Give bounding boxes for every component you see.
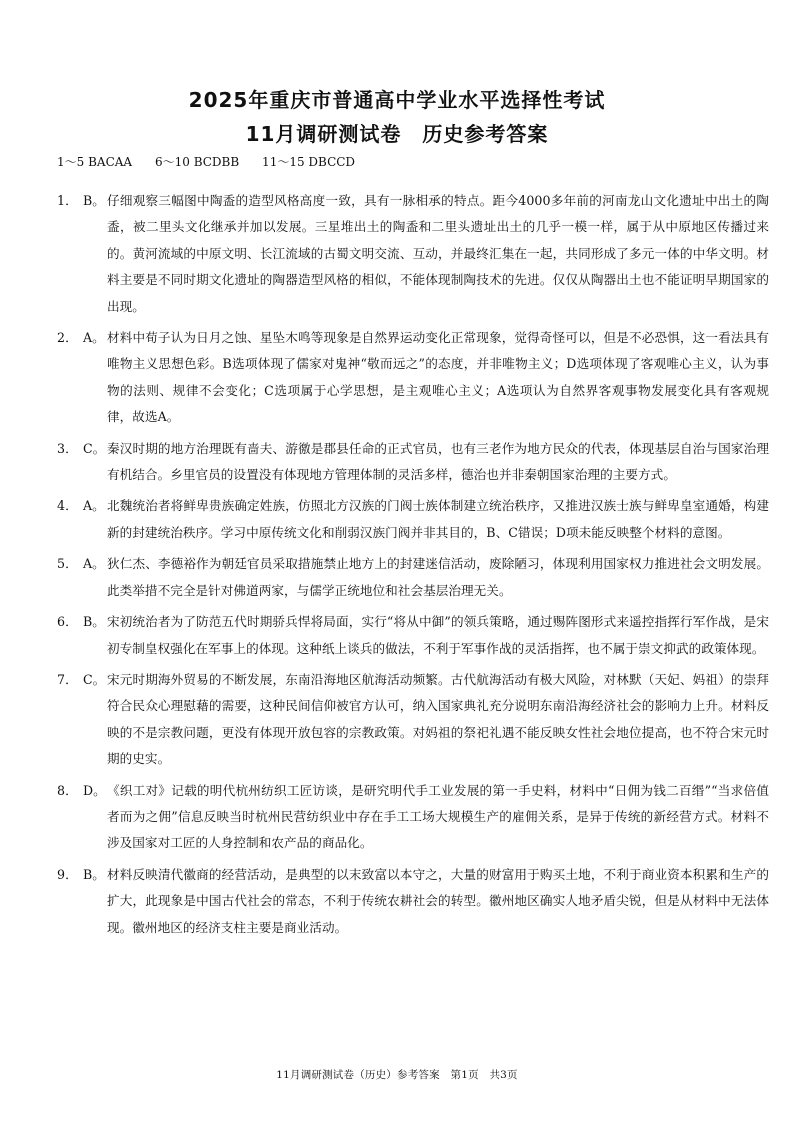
question-number: 3． (57, 440, 78, 456)
explanation-text: 材料反映清代徽商的经营活动，是典型的以末致富以本守之，大量的财富用于购买土地，不利于商业资本积累和生产的扩大，此现象是中国古代社会的常态，不利于传统农耕社会的转型。徽州地区确实人地矛盾尖锐，但是从材料中无法体现。徽州地区的经济支柱主要是商业活动。 (107, 866, 769, 935)
answer-letter: B。 (83, 614, 105, 630)
explanation-item (57, 667, 769, 773)
question-number: 7． (57, 671, 78, 687)
explanation-text: 北魏统治者将鲜卑贵族确定姓族，仿照北方汉族的门阀士族体制建立统治秩序，又推进汉族士族与鲜卑皇室通婚，构建新的封建统治秩序。学习中原传统文化和削弱汉族门阀并非其目的，B、C错误；D项未能反映整个材料的意图。 (107, 498, 769, 540)
page-footer: 11月调研测试卷（历史）参考答案 第1页 共3页 (276, 1069, 518, 1081)
explanation-text: 狄仁杰、李德裕作为朝廷官员采取措施禁止地方上的封建迷信活动，废除陋习，体现利用国家权力推进社会文明发展。此类举措不完全是针对佛道两家，与儒学正统地位和社会基层治理无关。 (107, 556, 769, 598)
answer-letter: C。 (83, 440, 106, 456)
explanation-text: 宋初统治者为了防范五代时期骄兵悍将局面，实行“将从中御”的领兵策略，通过赐阵图形式来遥控指挥行军作战，是宋初专制皇权强化在军事上的体现。这种纸上谈兵的做法，不利于军事作战的灵活指挥，也不属于崇文抑武的政策体现。 (107, 614, 769, 656)
answer-letter: B。 (83, 193, 105, 208)
question-number: 4． (57, 498, 78, 514)
answer-letter: A。 (83, 330, 105, 346)
explanation-text: 材料中荀子认为日月之蚀、星坠木鸣等现象是自然界运动变化正常现象，觉得奇怪可以，但是不必恐惧，这一看法具有唯物主义思想色彩。B选项体现了儒家对鬼神“敬而远之”的态度，并非唯物主义；D选项体现了客观唯心主义，认为事物的法则、规律不会变化；C选项属于心学思想，是主观唯心主义；A选项认为自然界客观事物发展变化具有客观规律，故选A。 (107, 330, 769, 425)
question-number: 9． (57, 866, 78, 882)
explanation-item (57, 778, 769, 857)
answer-letter: A。 (83, 556, 105, 572)
page-subtitle: 11月调研测试卷 历史参考答案 (245, 122, 549, 146)
explanation-text: 《织工对》记载的明代杭州纺织工匠访谈，是研究明代手工业发展的第一手史料，材料中“日佣为钱二百缗”“当求倍值者而为之佣”信息反映当时杭州民营纺织业中存在手工工场大规模生产的雇佣关系，是异于传统的新经营方式。材料不涉及国家对工匠的人身控制和农产品的商品化。 (107, 782, 769, 851)
answer-letter: D。 (83, 782, 106, 798)
explanation-text: 宋元时期海外贸易的不断发展，东南沿海地区航海活动频繁。古代航海活动有极大风险，对林默（天妃、妈祖）的崇拜符合民众心理慰藉的需要，这种民间信仰被官方认可，纳入国家典礼充分说明东南沿海经济社会的影响力上升。材料反映的不是宗教问题，更没有体现开放包容的宗教政策。对妈祖的祭祀礼遇不能反映女性社会地位提高，也不符合宋元时期的史实。 (107, 671, 769, 767)
answer-letter: C。 (83, 671, 106, 687)
explanation-item (57, 188, 769, 320)
answer-keys: 1～5 BACAA 6～10 BCDBB 11～15 DBCCD (57, 155, 356, 169)
answer-letter: B。 (83, 866, 105, 882)
explanation-item (57, 493, 769, 546)
explanation-item (57, 862, 769, 941)
question-number: 5． (57, 556, 78, 572)
page-title: 2025年重庆市普通高中学业水平选择性考试 (188, 88, 606, 112)
explanation-item (57, 551, 769, 604)
question-number: 6． (57, 614, 78, 630)
question-number: 2． (57, 330, 78, 346)
question-number: 1． (57, 193, 78, 208)
explanation-item (57, 436, 769, 489)
explanation-text: 秦汉时期的地方治理既有啬夫、游徼是郡县任命的正式官员，也有三老作为地方民众的代表，体现基层自治与国家治理有机结合。乡里官员的设置没有体现地方管理体制的灵活多样，德治也并非秦朝国家治理的主要方式。 (107, 440, 769, 483)
explanation-text: 仔细观察三幅图中陶盉的造型风格高度一致，具有一脉相承的特点。距今4000多年前的河南龙山文化遗址中出土的陶盉，被二里头文化继承并加以发展。三星堆出土的陶盉和二里头遗址出土的几乎一模一样，属于从中原地区传播过来的。黄河流域的中原文明、长江流域的古蜀文明交流、互动，并最终汇集在一起，共同形成了多元一体的中华文明。材料主要是不同时期文化遗址的陶器造型风格的相似，不能体现制陶技术的先进。仅仅从陶器出土也不能证明早期国家的出现。 (107, 193, 769, 314)
explanation-item (57, 609, 769, 662)
question-number: 8． (57, 782, 78, 798)
explanation-list (57, 188, 769, 946)
answer-letter: A。 (83, 498, 105, 514)
explanation-item (57, 325, 769, 431)
